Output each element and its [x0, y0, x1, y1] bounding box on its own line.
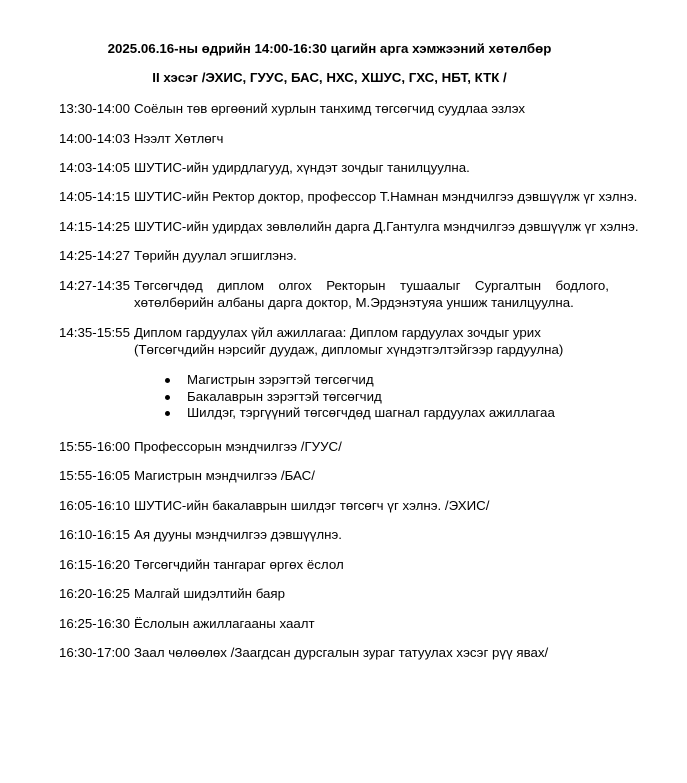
schedule-text: [134, 278, 609, 294]
schedule-time: 16:05-16:10: [59, 498, 130, 513]
bullet-list: [165, 372, 555, 422]
document-subtitle: II хэсэг /ЭХИС, ГУУС, БАС, НХС, ХШУС, ГХС, НБТ, КТК /: [152, 70, 507, 85]
schedule-time: 16:30-17:00: [59, 645, 130, 660]
schedule-text: Диплом гардуулах үйл ажиллагаа: Диплом гардуулах зочдыг урих: [134, 325, 541, 340]
schedule-text: ШУТИС-ийн удирдлагууд, хүндэт зочдыг танилцуулна.: [134, 160, 470, 175]
schedule-time: 15:55-16:00: [59, 439, 130, 454]
schedule-time: 14:00-14:03: [59, 131, 130, 146]
schedule-word: бодлого,: [555, 278, 609, 293]
schedule-text: Нээлт Хөтлөгч: [134, 131, 224, 146]
schedule-time: 14:03-14:05: [59, 160, 130, 175]
schedule-time: 14:15-14:25: [59, 219, 130, 234]
list-item: [165, 389, 555, 406]
schedule-text: Соёлын төв өргөөний хурлын танхимд төгсөгчид суудлаа эзлэх: [134, 101, 525, 116]
schedule-text: ШУТИС-ийн Ректор доктор, профессор Т.Намнан мэндчилгээ дэвшүүлж үг хэлнэ.: [134, 189, 638, 204]
schedule-text: Ая дууны мэндчилгээ дэвшүүлнэ.: [134, 527, 342, 542]
schedule-word: Сургалтын: [474, 278, 542, 293]
schedule-text: Магистрын мэндчилгээ /БАС/: [134, 468, 315, 483]
schedule-text-continued: хөтөлбөрийн албаны дарга доктор, М.Эрдэнэтуяа уншиж танилцуулна.: [134, 295, 574, 310]
schedule-text: Малгай шидэлтийн баяр: [134, 586, 285, 601]
schedule-text-continued: (Төгсөгчдийн нэрсийг дуудаж, дипломыг хүндэтгэлтэйгээр гардуулна): [134, 342, 564, 357]
schedule-text: Ёслолын ажиллагааны хаалт: [134, 616, 315, 631]
schedule-word: Ректорын: [326, 278, 386, 293]
schedule-time: 14:25-14:27: [59, 248, 130, 263]
schedule-time: 16:10-16:15: [59, 527, 130, 542]
schedule-text: Төрийн дуулал эгшиглэнэ.: [134, 248, 297, 263]
list-item-text: Бакалаврын зэрэгтэй төгсөгчид: [187, 388, 382, 404]
schedule-time: 16:20-16:25: [59, 586, 130, 601]
schedule-time: 16:25-16:30: [59, 616, 130, 631]
schedule-word: тушаалыг: [399, 278, 461, 293]
schedule-time: 13:30-14:00: [59, 101, 130, 116]
bullet-icon: [165, 395, 170, 400]
bullet-icon: [165, 411, 170, 416]
list-item: [165, 405, 555, 422]
schedule-word: диплом: [217, 278, 265, 293]
document-title: 2025.06.16-ны өдрийн 14:00-16:30 цагийн арга хэмжээний хөтөлбөр: [107, 41, 552, 56]
schedule-text: ШУТИС-ийн бакалаврын шилдэг төгсөгч үг хэлнэ. /ЭХИС/: [134, 498, 490, 513]
schedule-word: Төгсөгчдөд: [134, 278, 203, 293]
bullet-icon: [165, 378, 170, 383]
schedule-word: олгох: [278, 278, 312, 293]
schedule-time: 15:55-16:05: [59, 468, 130, 483]
schedule-text: Заал чөлөөлөх /Заагдсан дурсгалын зураг татуулах хэсэг рүү явах/: [134, 645, 549, 660]
list-item-text: Шилдэг, тэргүүний төгсөгчдөд шагнал гардуулах ажиллагаа: [187, 405, 555, 420]
schedule-time: 14:27-14:35: [59, 278, 130, 293]
schedule-text: Төгсөгчдийн тангараг өргөх ёслол: [134, 557, 344, 572]
schedule-time: 14:35-15:55: [59, 325, 130, 340]
list-item-text: Магистрын зэрэгтэй төгсөгчид: [187, 372, 374, 387]
schedule-time: 14:05-14:15: [59, 189, 130, 204]
schedule-time: 16:15-16:20: [59, 557, 130, 572]
list-item: [165, 372, 555, 389]
schedule-text: ШУТИС-ийн удирдах зөвлөлийн дарга Д.Гантулга мэндчилгээ дэвшүүлж үг хэлнэ.: [134, 219, 639, 234]
schedule-text: Профессорын мэндчилгээ /ГУУС/: [134, 439, 342, 454]
